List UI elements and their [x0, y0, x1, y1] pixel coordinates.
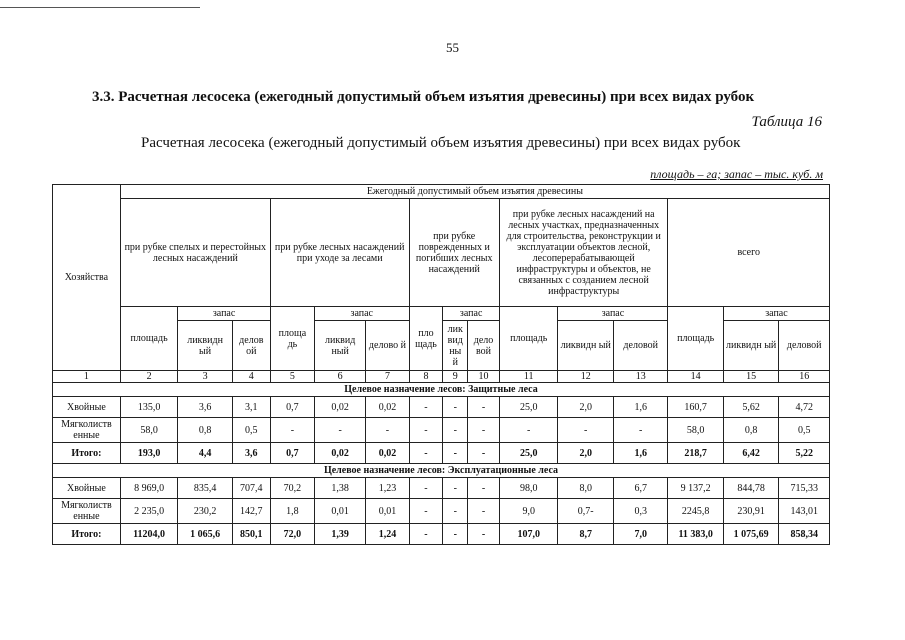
cell: -: [499, 418, 558, 443]
cell: 858,34: [779, 524, 830, 545]
cell: 4,4: [178, 443, 232, 464]
cell: -: [270, 418, 314, 443]
row-label: Хвойные: [53, 397, 121, 418]
cell: -: [409, 524, 443, 545]
cell: -: [443, 499, 468, 524]
header-stock: запас: [723, 307, 829, 321]
cell: 1 075,69: [723, 524, 778, 545]
cell: 0,01: [366, 499, 409, 524]
column-number: 16: [779, 371, 830, 383]
cell: -: [468, 418, 500, 443]
cell: 0,02: [314, 443, 365, 464]
column-number: 2: [120, 371, 178, 383]
header-business: делов ой: [232, 321, 270, 371]
cell: -: [558, 418, 613, 443]
cell: 8 969,0: [120, 478, 178, 499]
table-row: [53, 418, 830, 443]
row-label: Мягколиств енные: [53, 499, 121, 524]
cell: 6,42: [723, 443, 778, 464]
cell: -: [409, 478, 443, 499]
cell: 5,62: [723, 397, 778, 418]
units-note: площадь – га; запас – тыс. куб. м: [650, 167, 823, 181]
cell: 707,4: [232, 478, 270, 499]
cell: 135,0: [120, 397, 178, 418]
allowable-cut-table: [52, 184, 830, 545]
cell: -: [468, 499, 500, 524]
header-liquid: ликвид ный: [314, 321, 365, 371]
header-business: делово й: [366, 321, 409, 371]
table-row-total: [53, 443, 830, 464]
cell: 143,01: [779, 499, 830, 524]
cell: -: [443, 443, 468, 464]
cell: -: [409, 397, 443, 418]
column-number-row: [53, 371, 830, 383]
cell: 0,01: [314, 499, 365, 524]
cell: 58,0: [120, 418, 178, 443]
row-label: Итого:: [53, 524, 121, 545]
cell: -: [409, 443, 443, 464]
header-liquid: ликвидн ый: [558, 321, 613, 371]
cell: 2,0: [558, 397, 613, 418]
column-number: 1: [53, 371, 121, 383]
cell: 0,02: [366, 443, 409, 464]
cell: 850,1: [232, 524, 270, 545]
header-stock: запас: [558, 307, 668, 321]
header-area: площадь: [120, 307, 178, 371]
cell: 230,91: [723, 499, 778, 524]
cell: 70,2: [270, 478, 314, 499]
page-number: 55: [446, 40, 459, 55]
table-row: [53, 397, 830, 418]
cell: 11 383,0: [668, 524, 723, 545]
cell: 0,8: [178, 418, 232, 443]
column-number: 13: [613, 371, 667, 383]
cell: 3,1: [232, 397, 270, 418]
header-area: площа дь: [270, 307, 314, 371]
header-liquid: лик вид ны й: [443, 321, 468, 371]
section-title: Целевое назначение лесов: Эксплуатационные леса: [53, 464, 830, 478]
header-stock: запас: [178, 307, 270, 321]
header-group-thinning: при рубке лесных насаждений при уходе за лесами: [270, 199, 409, 307]
header-liquid: ликвидн ый: [723, 321, 778, 371]
header-area: площадь: [499, 307, 558, 371]
cell: 4,72: [779, 397, 830, 418]
cell: 0,8: [723, 418, 778, 443]
row-label: Итого:: [53, 443, 121, 464]
cell: 0,5: [779, 418, 830, 443]
cell: 58,0: [668, 418, 723, 443]
column-number: 14: [668, 371, 723, 383]
cell: -: [443, 524, 468, 545]
cell: 72,0: [270, 524, 314, 545]
cell: 1,6: [613, 443, 667, 464]
header-stock: запас: [443, 307, 500, 321]
column-number: 10: [468, 371, 500, 383]
cell: 0,7: [270, 443, 314, 464]
cell: 844,78: [723, 478, 778, 499]
cell: 9,0: [499, 499, 558, 524]
cell: 0,7-: [558, 499, 613, 524]
cell: -: [468, 443, 500, 464]
cell: 1,24: [366, 524, 409, 545]
header-group-mature: при рубке спелых и перестойных лесных насаждений: [120, 199, 270, 307]
cell: 1,39: [314, 524, 365, 545]
cell: 0,02: [366, 397, 409, 418]
cell: 230,2: [178, 499, 232, 524]
header-business: деловой: [613, 321, 667, 371]
cell: -: [468, 397, 500, 418]
cell: 25,0: [499, 443, 558, 464]
cell: 1,23: [366, 478, 409, 499]
top-rule: [0, 7, 200, 8]
cell: 0,3: [613, 499, 667, 524]
cell: -: [468, 524, 500, 545]
cell: 193,0: [120, 443, 178, 464]
column-number: 11: [499, 371, 558, 383]
cell: -: [468, 478, 500, 499]
column-number: 9: [443, 371, 468, 383]
cell: 2,0: [558, 443, 613, 464]
cell: 0,02: [314, 397, 365, 418]
cell: 142,7: [232, 499, 270, 524]
header-group-damaged: при рубке поврежденных и погибших лесных насаждений: [409, 199, 499, 307]
cell: 8,7: [558, 524, 613, 545]
table-row: [53, 499, 830, 524]
cell: 2 235,0: [120, 499, 178, 524]
cell: -: [409, 499, 443, 524]
cell: -: [613, 418, 667, 443]
cell: 7,0: [613, 524, 667, 545]
cell: 107,0: [499, 524, 558, 545]
cell: 1,8: [270, 499, 314, 524]
table-row: [53, 478, 830, 499]
column-number: 8: [409, 371, 443, 383]
cell: 218,7: [668, 443, 723, 464]
cell: -: [366, 418, 409, 443]
cell: 2245,8: [668, 499, 723, 524]
cell: 1,38: [314, 478, 365, 499]
column-number: 6: [314, 371, 365, 383]
cell: 5,22: [779, 443, 830, 464]
cell: 835,4: [178, 478, 232, 499]
cell: 0,5: [232, 418, 270, 443]
table-number: Таблица 16: [751, 114, 822, 130]
header-area: площадь: [668, 307, 723, 371]
header-group-total: всего: [668, 199, 830, 307]
section-title: Целевое назначение лесов: Защитные леса: [53, 383, 830, 397]
header-group-infrastructure: при рубке лесных насаждений на лесных участках, предназначенных для строительства, реконструкции и эксплуатации объектов лесной, лесоперерабатывающей инфраструктуры и объектов, не связанных с созданием лесной инфраструктуры: [499, 199, 668, 307]
cell: 3,6: [178, 397, 232, 418]
cell: 1,6: [613, 397, 667, 418]
column-number: 7: [366, 371, 409, 383]
column-number: 3: [178, 371, 232, 383]
header-top: Ежегодный допустимый объем изъятия древесины: [120, 185, 829, 199]
cell: -: [443, 418, 468, 443]
column-number: 5: [270, 371, 314, 383]
row-label: Хвойные: [53, 478, 121, 499]
header-business: дело вой: [468, 321, 500, 371]
cell: 98,0: [499, 478, 558, 499]
row-label: Мягколиств енные: [53, 418, 121, 443]
column-number: 4: [232, 371, 270, 383]
cell: 25,0: [499, 397, 558, 418]
cell: 3,6: [232, 443, 270, 464]
header-area: пло щадь: [409, 307, 443, 371]
header-farm: Хозяйства: [53, 185, 121, 371]
cell: 0,7: [270, 397, 314, 418]
table-title: Расчетная лесосека (ежегодный допустимый объем изъятия древесины) при всех видах рубок: [141, 135, 741, 151]
header-liquid: ликвидн ый: [178, 321, 232, 371]
cell: -: [314, 418, 365, 443]
cell: 6,7: [613, 478, 667, 499]
header-stock: запас: [314, 307, 409, 321]
cell: -: [443, 397, 468, 418]
cell: 160,7: [668, 397, 723, 418]
column-number: 12: [558, 371, 613, 383]
cell: 11204,0: [120, 524, 178, 545]
table-row-total: [53, 524, 830, 545]
cell: 715,33: [779, 478, 830, 499]
cell: -: [409, 418, 443, 443]
cell: 9 137,2: [668, 478, 723, 499]
cell: 8,0: [558, 478, 613, 499]
column-number: 15: [723, 371, 778, 383]
cell: -: [443, 478, 468, 499]
section-heading: 3.3. Расчетная лесосека (ежегодный допустимый объем изъятия древесины) при всех видах рубок: [92, 89, 755, 105]
cell: 1 065,6: [178, 524, 232, 545]
header-business: деловой: [779, 321, 830, 371]
